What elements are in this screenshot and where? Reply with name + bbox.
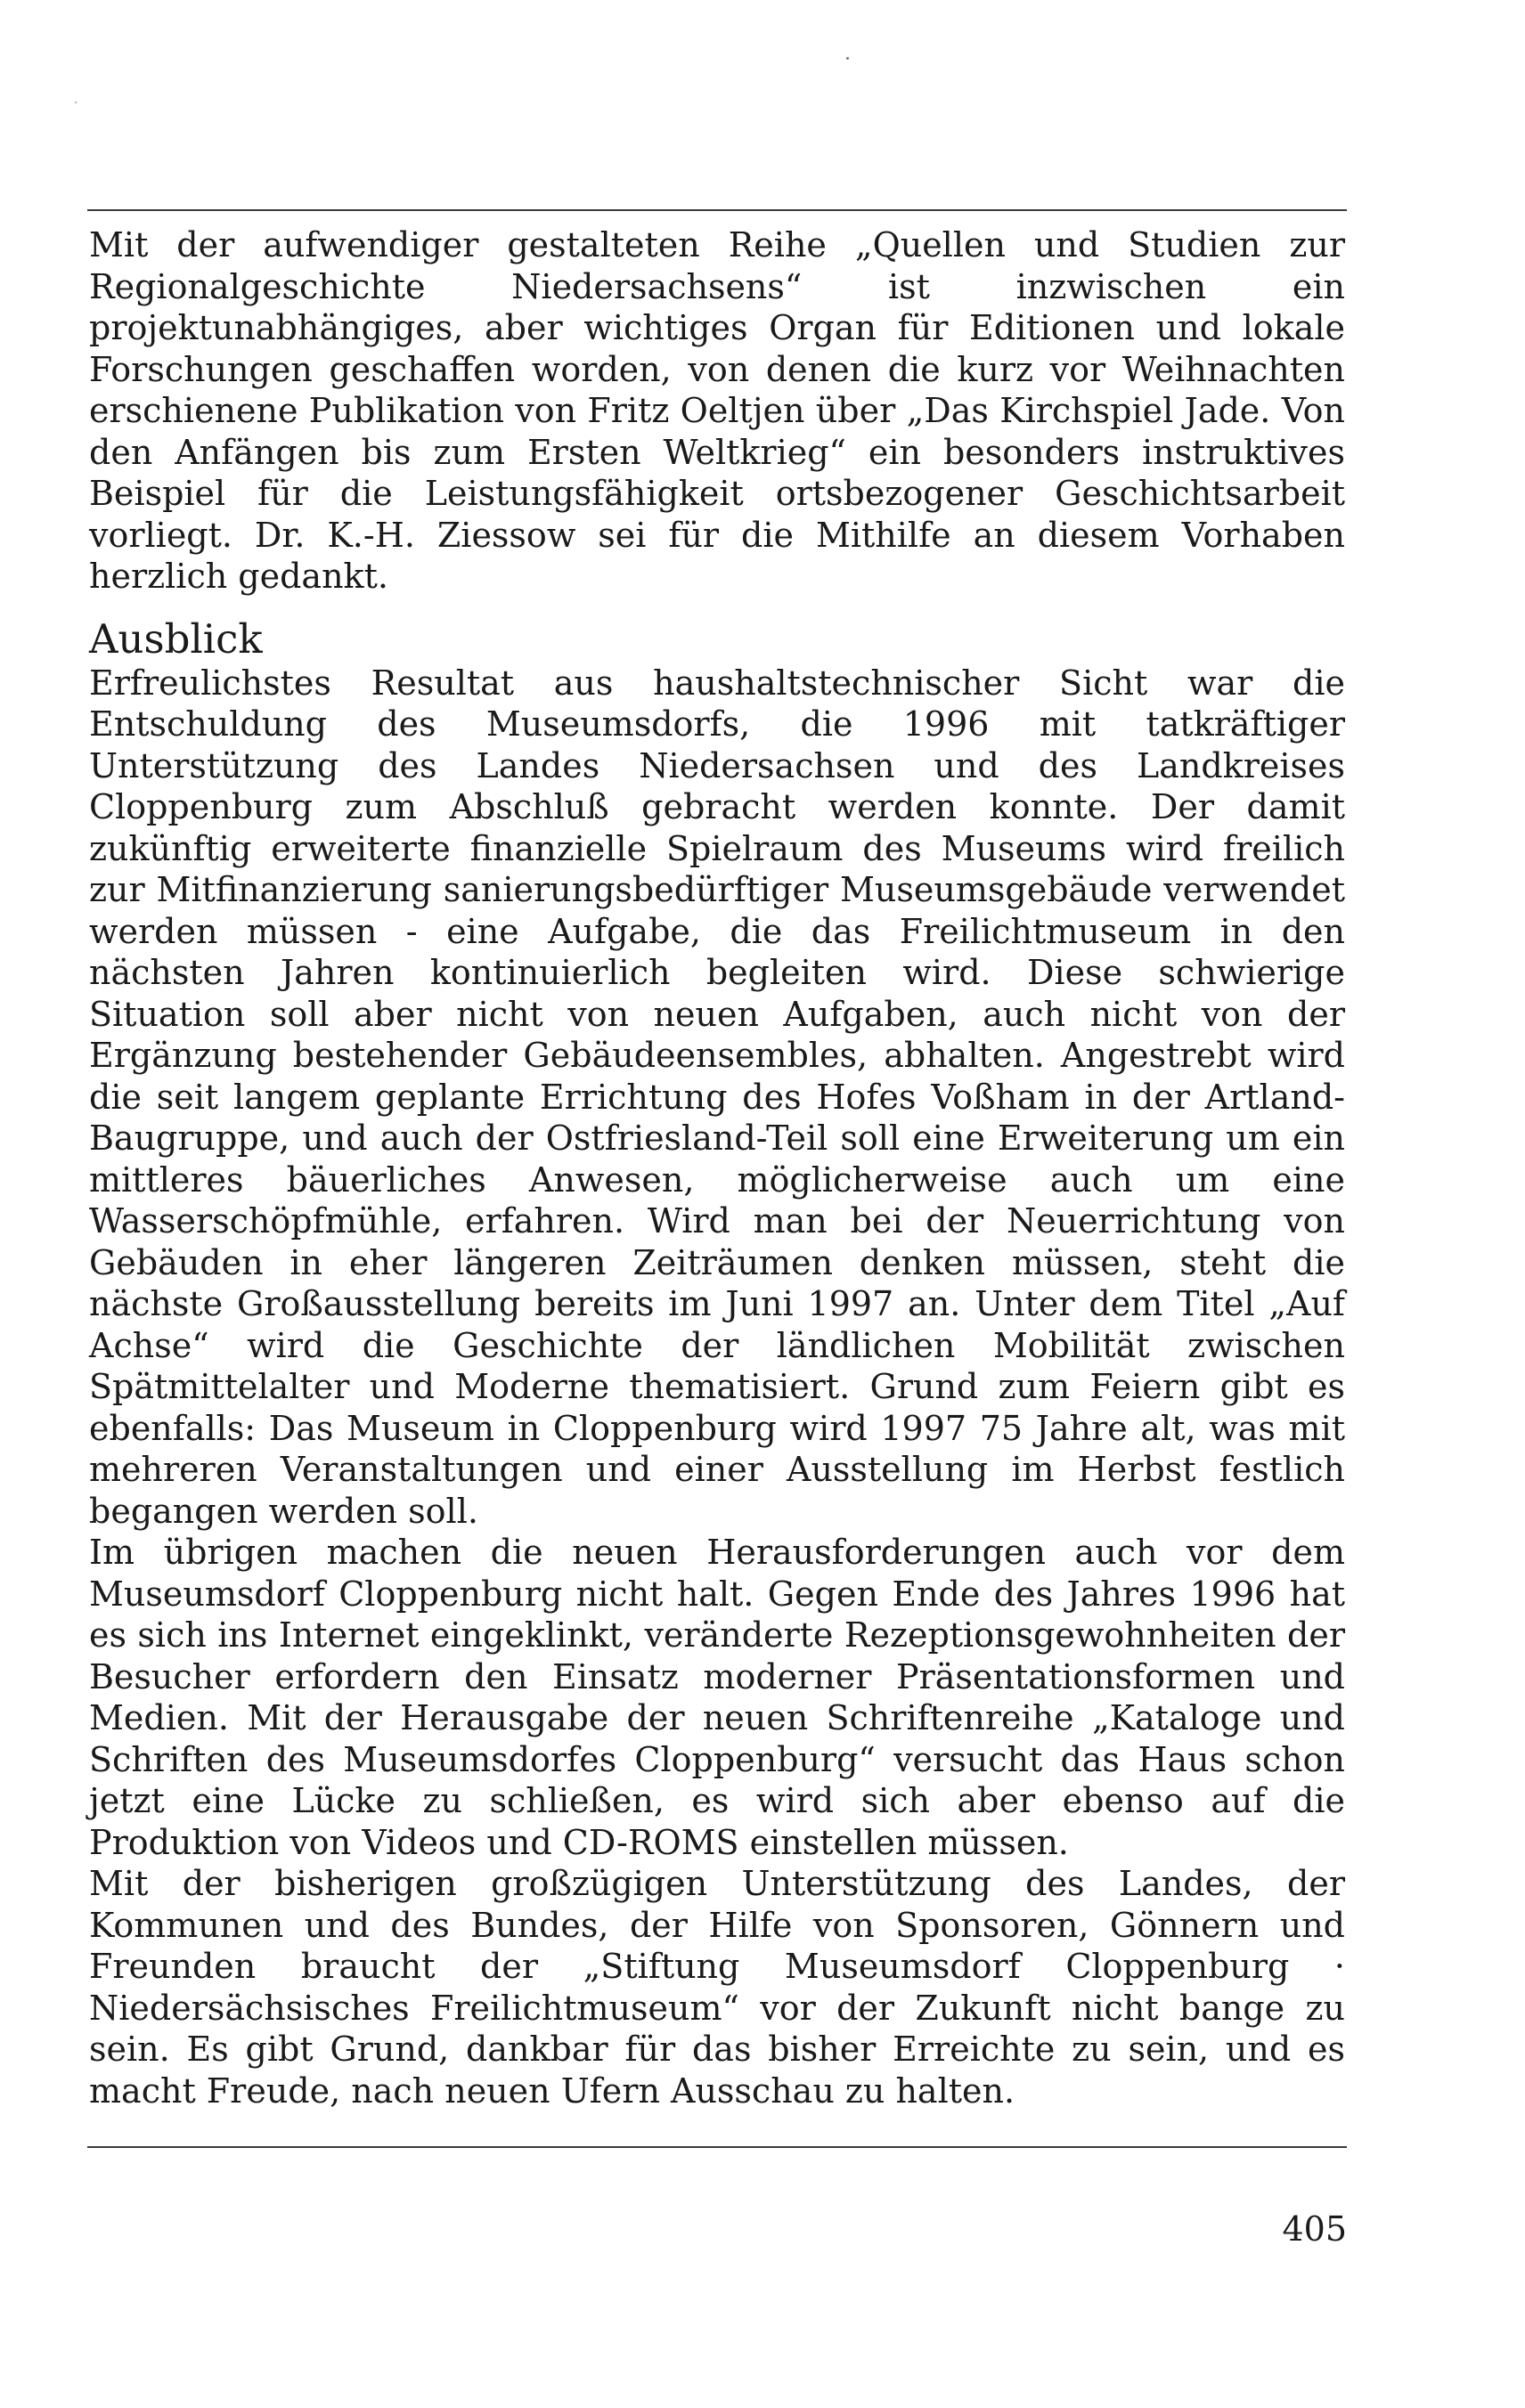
scan-speck [846,57,849,60]
scan-speck [75,102,77,103]
bottom-rule [87,2146,1347,2148]
section-heading: Ausblick [89,614,263,663]
intro-paragraph: Mit der aufwendiger gestalteten Reihe „Quellen und Studien zur Regionalgeschichte Niedersachsens“ ist inzwischen ein projektunabhängiges, aber wichtiges Organ für Editionen und lokale Forschungen geschaffen worden, von denen die kurz vor Weihnachten erschienene Publikation von Fritz Oeltjen über „Das Kirchspiel Jade. Von den Anfängen bis zum Ersten Weltkrieg“ ein besonders instruktives Beispiel für die Leistungsfähigkeit ortsbezogener Geschichtsarbeit vorliegt. Dr. K.-H. Ziessow sei für die Mithilfe an diesem Vorhaben herzlich gedankt. [89,225,1345,596]
page-number: 405 [1282,2209,1347,2249]
top-rule [87,209,1347,211]
body-paragraph: Erfreulichstes Resultat aus haushaltstechnischer Sicht war die Entschuldung des Museumsdorfs, die 1996 mit tatkräftiger Unterstützung des Landes Niedersachsen und des Landkreises Cloppenburg zum Abschluß gebracht werden konnte. Der damit zukünftig erweiterte finanzielle Spielraum des Museums wird freilich zur Mitfinanzierung sanierungsbedürftiger Museumsgebäude verwendet werden müssen - eine Aufgabe, die das Freilichtmuseum in den nächsten Jahren kontinuierlich begleiten wird. Diese schwierige Situation soll aber nicht von neuen Aufgaben, auch nicht von der Ergänzung bestehender Gebäudeensembles, abhalten. Angestrebt wird die seit langem geplante Errichtung des Hofes Voßham in der Artland-Baugruppe, und auch der Ostfriesland-Teil soll eine Erweiterung um ein mittleres bäuerliches Anwesen, möglicherweise auch um eine Wasserschöpfmühle, erfahren. Wird man bei der Neuerrichtung von Gebäuden in eher längeren Zeiträumen denken müssen, steht die nächste Großausstellung bereits im Juni 1997 an. Unter dem Titel „Auf Achse“ wird die Geschichte der ländlichen Mobilität zwischen Spätmittelalter und Moderne thematisiert. Grund zum Feiern gibt es ebenfalls: Das Museum in Cloppenburg wird 1997 75 Jahre alt, was mit mehreren Veranstaltungen und einer Ausstellung im Herbst festlich begangen werden soll. [89,663,1345,1531]
body-paragraph: Im übrigen machen die neuen Herausforderungen auch vor dem Museumsdorf Cloppenburg nicht halt. Gegen Ende des Jahres 1996 hat es sich ins Internet eingeklinkt, veränderte Rezeptionsgewohnheiten der Besucher erfordern den Einsatz moderner Präsentationsformen und Medien. Mit der Herausgabe der neuen Schriftenreihe „Kataloge und Schriften des Museumsdorfes Cloppenburg“ versucht das Haus schon jetzt eine Lücke zu schließen, es wird sich aber ebenso auf die Produktion von Videos und CD-ROMS einstellen müssen. [89,1533,1345,1862]
body-paragraph: Mit der bisherigen großzügigen Unterstützung des Landes, der Kommunen und des Bundes, der Hilfe von Sponsoren, Gönnern und Freunden braucht der „Stiftung Museumsdorf Cloppenburg · Niedersächsisches Freilichtmuseum“ vor der Zukunft nicht bange zu sein. Es gibt Grund, dankbar für das bisher Erreichte zu sein, und es macht Freude, nach neuen Ufern Ausschau zu halten. [89,1864,1345,2111]
body-text [89,224,1345,2111]
